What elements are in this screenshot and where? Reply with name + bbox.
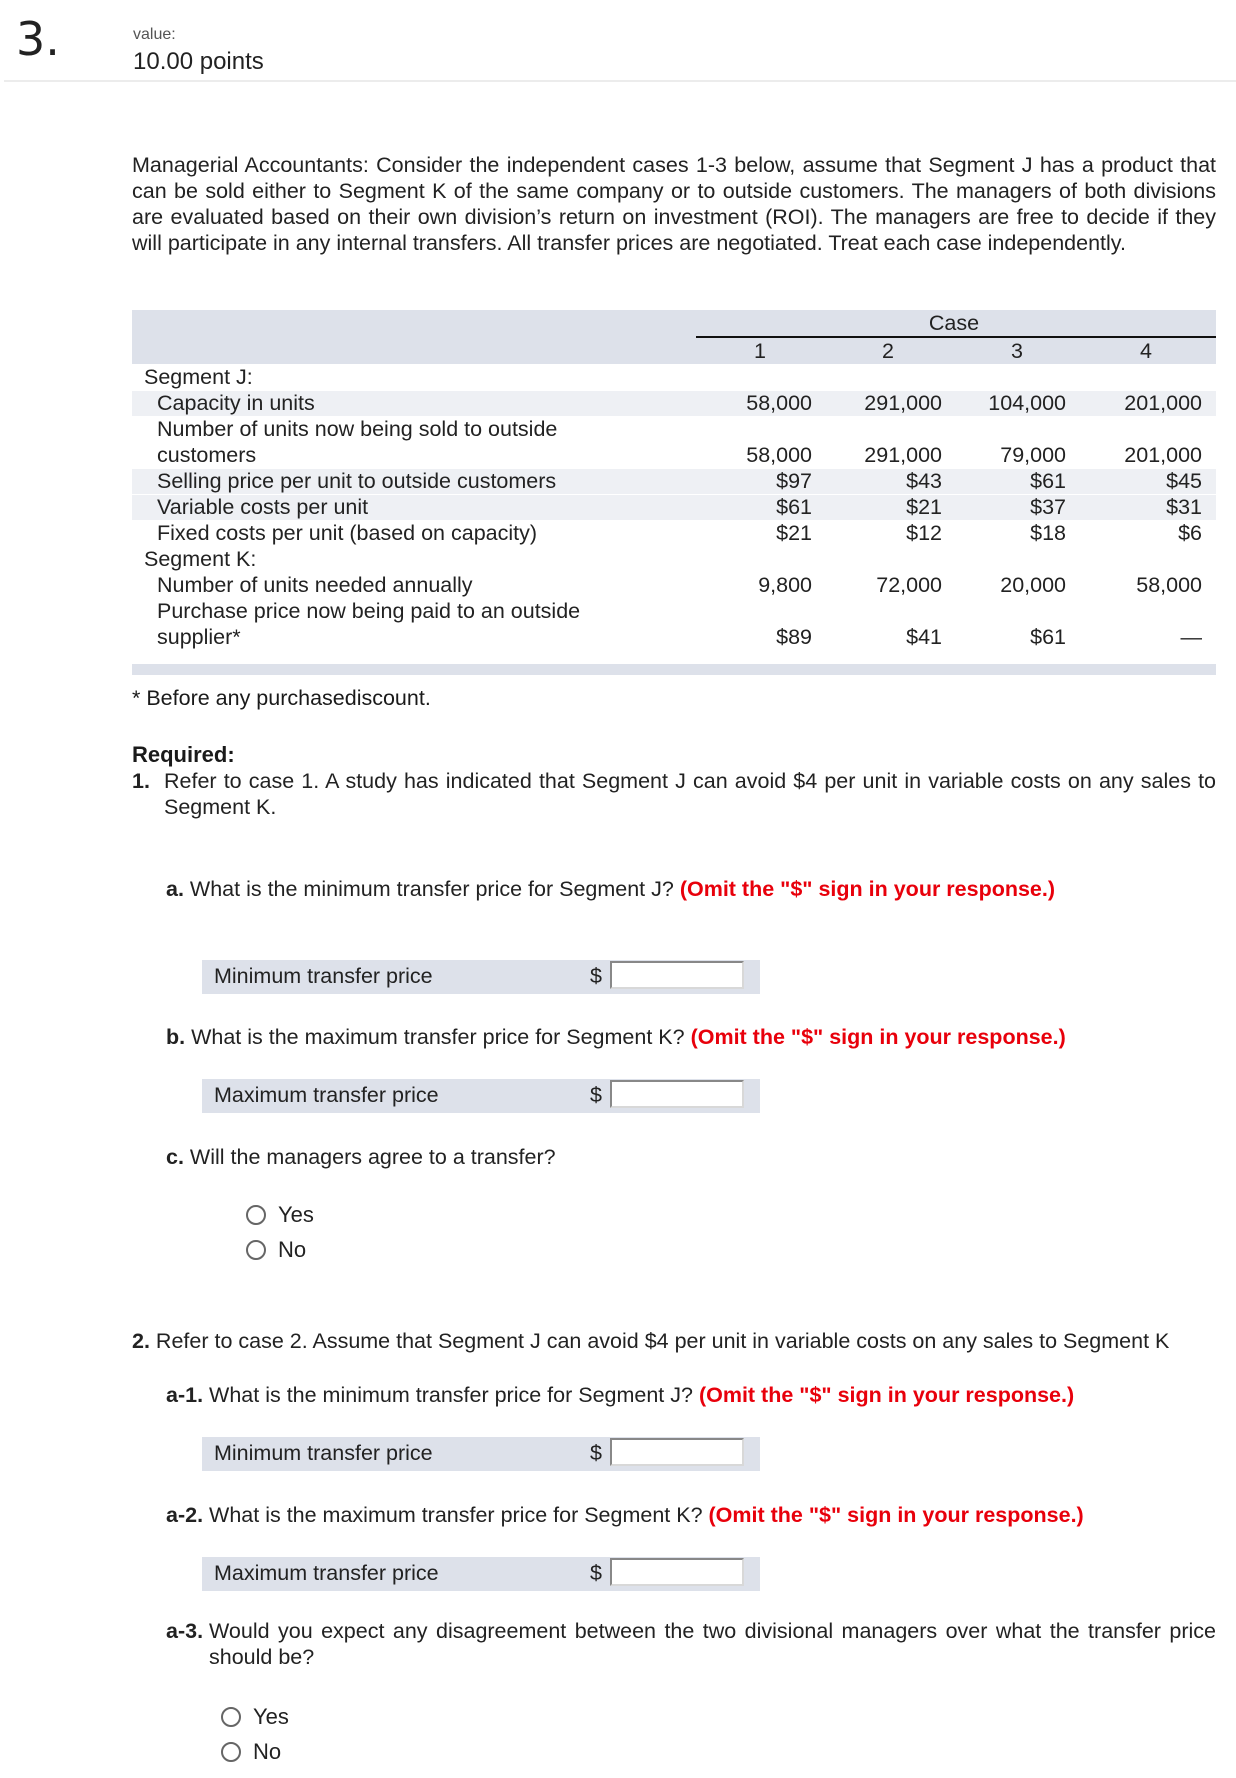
case-header: Case (928, 311, 980, 335)
question-1b-text: What is the maximum transfer price for Segment K? (191, 1025, 685, 1049)
table-cell: $37 (1030, 495, 1066, 519)
dollar-sign: $ (590, 1441, 602, 1465)
table-cell: 20,000 (1000, 573, 1066, 597)
part2-text: Refer to case 2. Assume that Segment J can avoid $4 per unit in variable costs on any sales to Segment K (155, 1329, 1170, 1353)
answer-label: Maximum transfer price (214, 1561, 439, 1585)
case-number: 3 (1011, 339, 1023, 363)
row-label: customers (157, 443, 257, 467)
omit-note: (Omit the "$" sign in your response.) (690, 1025, 1066, 1049)
table-cell: 72,000 (876, 573, 942, 597)
case-number: 4 (1140, 339, 1152, 363)
answer-row-2a2 (202, 1557, 760, 1591)
part1-number: 1. (132, 769, 150, 793)
header-divider (4, 80, 1236, 82)
table-cell: 9,800 (758, 573, 812, 597)
radio-circle-icon[interactable] (221, 1742, 241, 1762)
table-cell: $61 (776, 495, 812, 519)
part1-text: Refer to case 1. A study has indicated that Segment J can avoid $4 per unit in variable costs on any sales to Segment K. (164, 769, 1216, 819)
row-label: Variable costs per unit (157, 495, 369, 519)
omit-note: (Omit the "$" sign in your response.) (698, 1383, 1075, 1407)
table-cell: $43 (906, 469, 942, 493)
row-label: supplier* (157, 625, 241, 649)
segment-j-label: Segment J: (144, 365, 253, 389)
radio-circle-icon[interactable] (221, 1707, 241, 1727)
table-cell: — (1180, 625, 1202, 649)
question-1c-text: Will the managers agree to a transfer? (189, 1145, 556, 1169)
question-1a (166, 876, 1055, 902)
question-2a2-text: What is the maximum transfer price for Segment K? (209, 1503, 703, 1527)
radio-label: No (278, 1237, 307, 1262)
table-cell: 104,000 (988, 391, 1066, 415)
part2-number: 2. (132, 1329, 150, 1353)
dollar-sign: $ (590, 964, 602, 988)
question-1a-label: a. (166, 877, 184, 901)
required-heading: Required: (132, 742, 235, 767)
question-number: 3. (16, 12, 60, 66)
segment-k-label: Segment K: (144, 547, 257, 571)
table-cell: $97 (776, 469, 812, 493)
min-transfer-price-input-2a1[interactable] (610, 1438, 744, 1466)
table-cell: $21 (906, 495, 942, 519)
table-cell: $41 (906, 625, 942, 649)
table-cell: $61 (1030, 625, 1066, 649)
table-cell: $6 (1178, 521, 1202, 545)
omit-note: (Omit the "$" sign in your response.) (679, 877, 1056, 901)
table-cell: 201,000 (1124, 391, 1202, 415)
question-1b-label: b. (166, 1025, 186, 1049)
max-transfer-price-input-1b[interactable] (610, 1080, 744, 1108)
table-cell: $18 (1030, 521, 1066, 545)
answer-label: Minimum transfer price (214, 1441, 433, 1465)
question-2a1 (166, 1382, 1074, 1408)
dollar-sign: $ (590, 1561, 602, 1585)
table-cell: 58,000 (1136, 573, 1202, 597)
row-label: Selling price per unit to outside customers (157, 469, 557, 493)
radio-yes-1c[interactable] (246, 1202, 314, 1228)
min-transfer-price-input-1a[interactable] (610, 961, 744, 989)
part2-instruction (132, 1328, 1169, 1354)
table-cell: $45 (1166, 469, 1202, 493)
table-cell: $31 (1166, 495, 1202, 519)
answer-label: Minimum transfer price (214, 964, 433, 988)
case-number: 2 (882, 339, 894, 363)
table-footer-band (132, 664, 1216, 675)
value-label: value: (133, 26, 176, 43)
table-cell: 79,000 (1000, 443, 1066, 467)
max-transfer-price-input-2a2[interactable] (610, 1558, 744, 1586)
question-2a1-text: What is the minimum transfer price for Segment J? (209, 1383, 693, 1407)
question-2a3 (166, 1618, 1216, 1670)
row-label: Purchase price now being paid to an outside (157, 599, 581, 623)
footnote: * Before any purchasediscount. (132, 686, 431, 710)
question-2a3-label: a-3. (166, 1619, 204, 1643)
case-number: 1 (754, 339, 766, 363)
radio-no-2a3[interactable] (221, 1739, 281, 1765)
intro-paragraph: Managerial Accountants: Consider the independent cases 1-3 below, assume that Segment J has a product that can be sold either to Segment K of the same company or to outside customers. The managers of both divisions are evaluated based on their own division’s return on investment (ROI). The managers are free to decide if they will participate in any internal transfers. All transfer prices are negotiated. Treat each case independently. (132, 153, 1216, 255)
dollar-sign: $ (590, 1083, 602, 1107)
table-cell: $61 (1030, 469, 1066, 493)
radio-label: No (253, 1739, 282, 1764)
question-1b (166, 1024, 1066, 1050)
answer-row-2a1 (202, 1437, 760, 1471)
row-label: Fixed costs per unit (based on capacity) (157, 521, 538, 545)
answer-row-1b (202, 1079, 760, 1113)
points-value: 10.00 points (133, 48, 264, 75)
table-cell: 291,000 (864, 443, 942, 467)
table-cell: 291,000 (864, 391, 942, 415)
row-label: Capacity in units (157, 391, 315, 415)
question-1c (166, 1144, 556, 1170)
question-1c-label: c. (166, 1145, 184, 1169)
question-2a2 (166, 1502, 1084, 1528)
table-cell: $21 (776, 521, 812, 545)
table-cell: 58,000 (746, 443, 812, 467)
table-cell: $89 (776, 625, 812, 649)
answer-label: Maximum transfer price (214, 1083, 439, 1107)
radio-circle-icon[interactable] (246, 1205, 266, 1225)
table-cell: 201,000 (1124, 443, 1202, 467)
row-label: Number of units needed annually (157, 573, 473, 597)
radio-circle-icon[interactable] (246, 1240, 266, 1260)
part1-instruction (132, 768, 1216, 820)
answer-row-1a (202, 960, 760, 994)
table-cell: $12 (906, 521, 942, 545)
omit-note: (Omit the "$" sign in your response.) (708, 1503, 1084, 1527)
question-1a-text: What is the minimum transfer price for Segment J? (189, 877, 674, 901)
radio-label: Yes (278, 1202, 314, 1227)
radio-label: Yes (253, 1704, 289, 1729)
question-2a2-label: a-2. (166, 1503, 204, 1527)
question-2a3-text: Would you expect any disagreement between the two divisional managers over what the transfer price should be? (209, 1619, 1216, 1669)
row-label: Number of units now being sold to outside (157, 417, 558, 441)
question-2a1-label: a-1. (166, 1383, 204, 1407)
radio-no-1c[interactable] (246, 1237, 306, 1263)
table-cell: 58,000 (746, 391, 812, 415)
radio-yes-2a3[interactable] (221, 1704, 289, 1730)
